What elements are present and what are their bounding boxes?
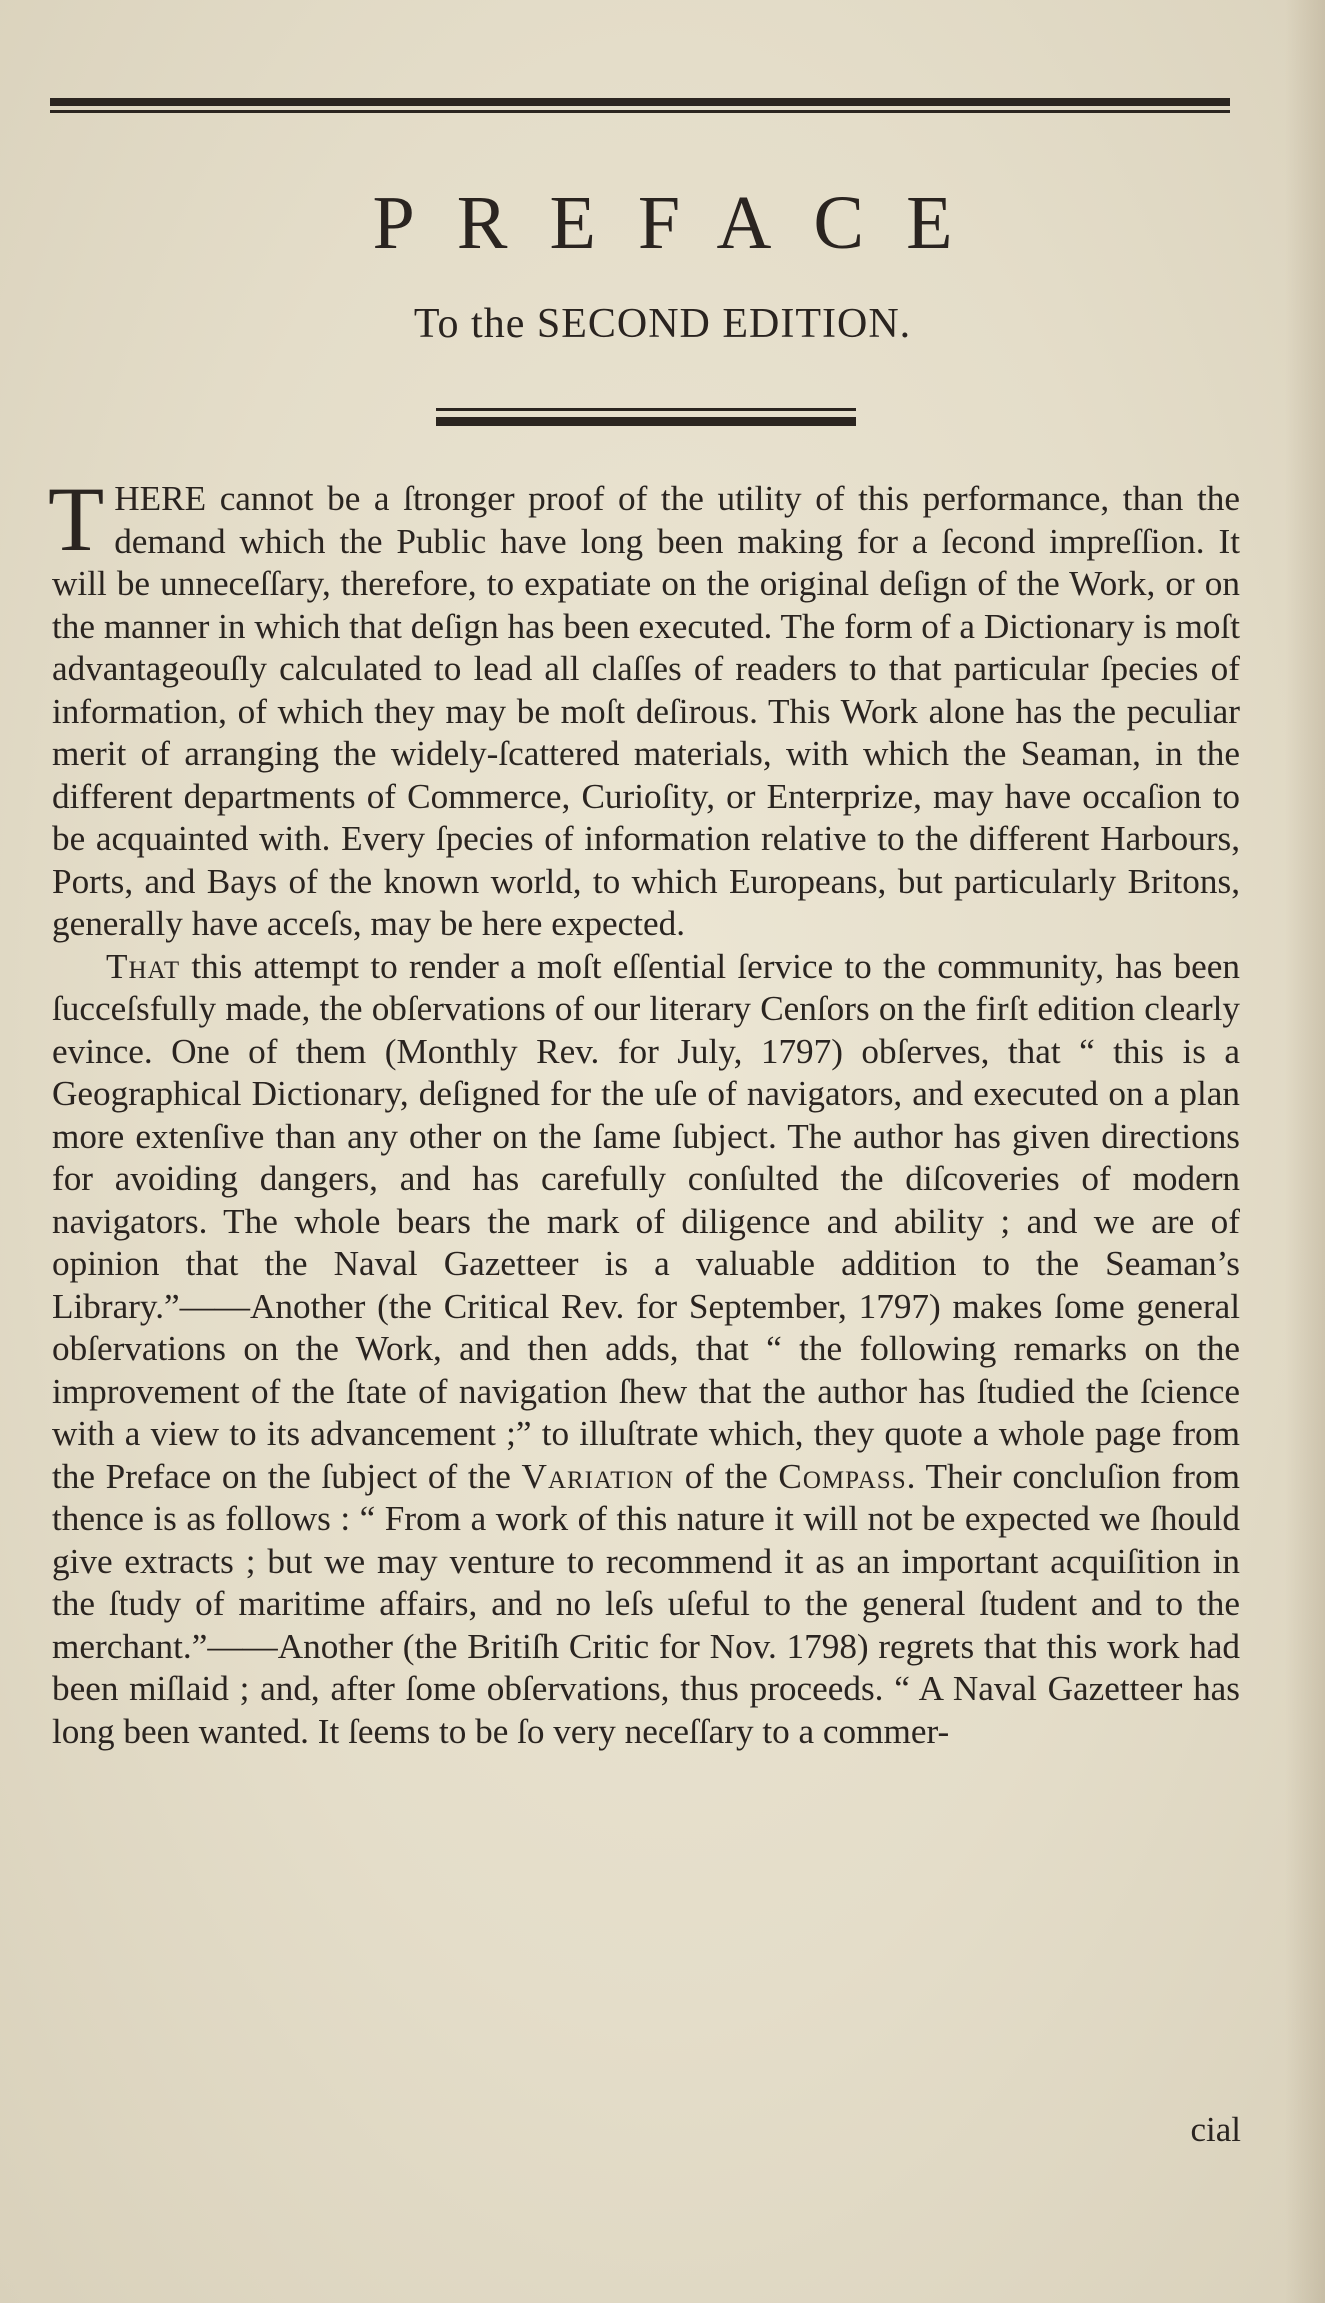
paragraph-2-text-b: . Their concluſion from thence is as follows : “ From a work of this nature it will not be expected we ſhould give extracts ; but we may venture to recommend it as an important acquiſition in the ſtudy of maritime affairs, and no leſs uſeful to the general ſtudent and to the merchant.”——Another (the Britiſh Critic for Nov. 1798) regrets that this work had been miſlaid ; and, after ſome obſervations, thus proceeds. “ A Naval Gazetteer has long been wanted. It ſeems to be ſo very neceſſary to a commer- xyxy=(52,1456,1240,1751)
page-subtitle: To the SECOND EDITION. xyxy=(413,301,912,347)
page-title: PREFACE xyxy=(372,181,995,265)
top-rule-thick xyxy=(50,98,1230,106)
paragraph-1-text: HERE cannot be a ſtronger proof of the utility of this performance, than the demand which the Public have long been making for a ſecond impreſſion. It will be unneceſſary, therefore, to expatiate on the original deſign of the Work, or on the manner in which that deſign has been executed. The form of a Dictionary is moſt advantageouſly calculated to lead all claſſes of readers to that particular ſpecies of information, of which they may be moſt deſirous. This Work alone has the peculiar merit of arranging the widely-ſcattered materials, with which the Seaman, in the different departments of Commerce, Curioſity, or Enterprize, may have occaſion to be acquainted with. Every ſpecies of information relative to the different Harbours, Ports, and Bays of the known world, to which Europeans, but particularly Britons, generally have acceſs, may be here expected. xyxy=(52,479,1240,943)
paragraph-2-lead: That xyxy=(106,946,181,986)
catchword: cial xyxy=(1190,2110,1241,2149)
paragraph-2 xyxy=(52,946,1240,1754)
compass-term: Compass xyxy=(778,1456,907,1496)
title-ornament-rule xyxy=(436,408,856,430)
variation-term: Variation xyxy=(521,1456,674,1496)
drop-cap: T xyxy=(48,468,105,570)
top-rule-thin xyxy=(50,110,1230,113)
paragraph-2-of-the: of the xyxy=(674,1456,779,1496)
mid-rule-thick xyxy=(436,417,856,426)
top-double-rule xyxy=(50,98,1230,116)
paragraph-1 xyxy=(48,468,1240,946)
mid-rule-thin xyxy=(436,408,856,411)
preface-body xyxy=(48,468,1240,1753)
paragraph-2-text-a: this attempt to render a moſt eſſential ſervice to the community, has been ſucceſsfully made, the obſervations of our literary Cenſors on the firſt edition clearly evince. One of them (Monthly Rev. for July, 1797) obſerves, that “ this is a Geographical Dictionary, deſigned for the uſe of navigators, and executed on a plan more extenſive than any other on the ſame ſubject. The author has given directions for avoiding dangers, and has carefully conſulted the diſcoveries of modern navigators. The whole bears the mark of diligence and ability ; and we are of opinion that the Naval Gazetteer is a valuable addition to the Seaman’s Library.”——Another (the Critical Rev. for September, 1797) makes ſome general obſervations on the Work, and then adds, that “ the following remarks on the improvement of the ſtate of navigation ſhew that the author has ſtudied the ſcience with a view to its advancement ;” to illuſtrate which, they quote a whole page from the Preface on the ſubject of the xyxy=(52,946,1240,1496)
